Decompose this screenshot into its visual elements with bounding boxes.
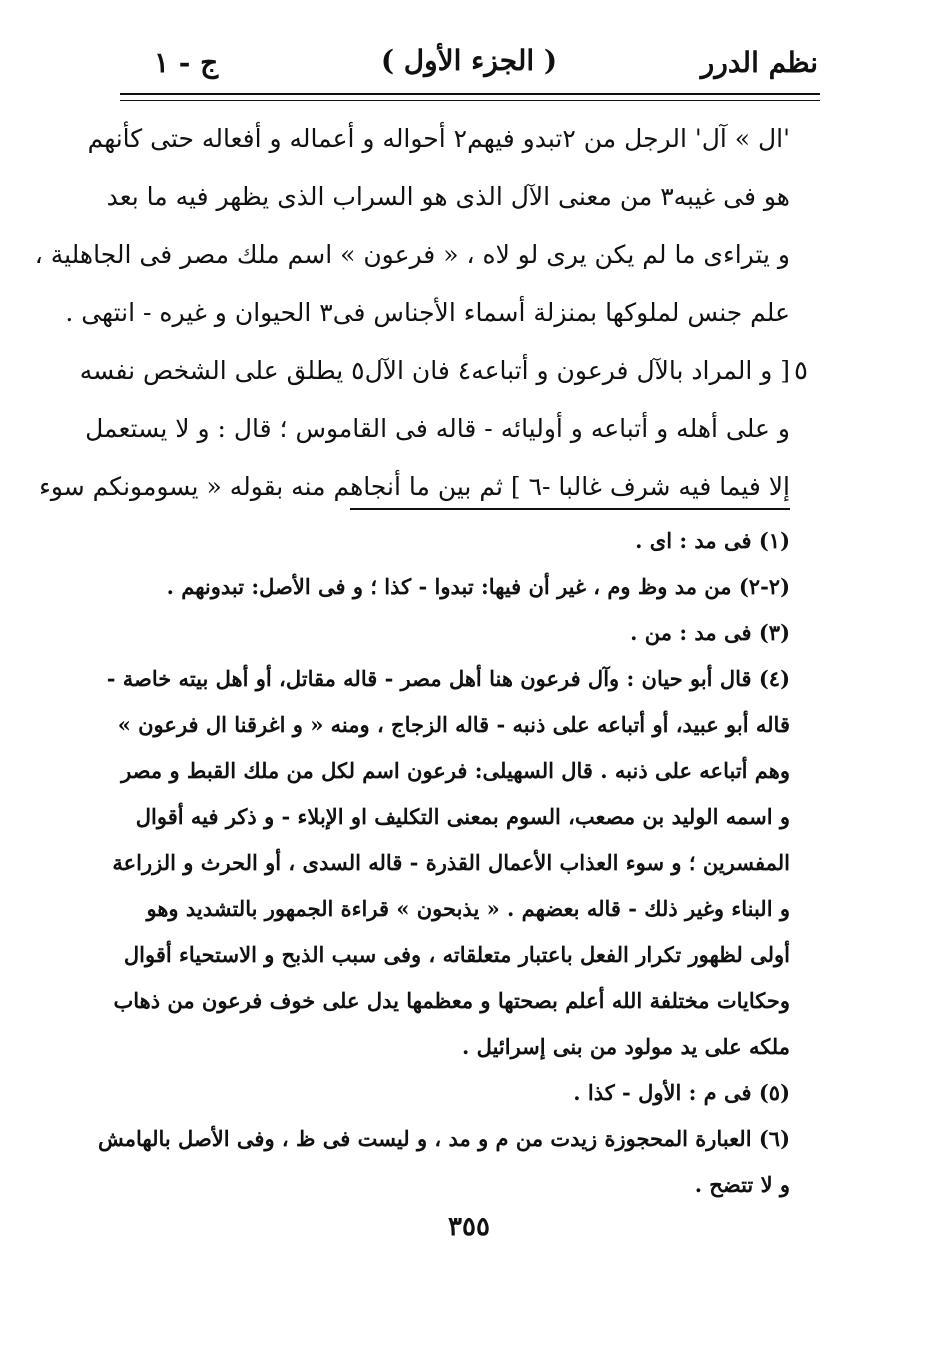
footnote-line: (١) فى مد : اى . bbox=[635, 528, 790, 553]
footnote-separator bbox=[350, 508, 790, 510]
footnote-line: أولى لظهور تكرار الفعل باعتبار متعلقاته ، وفى سبب الذبح و الاستحياء أقوال bbox=[123, 942, 790, 967]
main-text bbox=[34, 110, 808, 516]
text-line: و يتراءى ما لم يكن يرى لو لاه ، « فرعون » اسم ملك مصر فى الجاهلية ، bbox=[34, 240, 790, 269]
footnote-line: ملكه على يد مولود من بنى إسرائيل . bbox=[462, 1034, 790, 1059]
book-title: نظم الدرر bbox=[700, 46, 818, 79]
footnote-line: و لا تتضح . bbox=[694, 1172, 790, 1197]
footnote-line: و اسمه الوليد بن مصعب، السوم بمعنى التكليف او الإبلاء - و ذكر فيه أقوال bbox=[135, 804, 790, 829]
volume-code: ج - ١ bbox=[154, 46, 219, 79]
line-number-marker: ٥ bbox=[794, 356, 808, 386]
footnote-line: (٤) قال أبو حيان : وآل فرعون هنا أهل مصر - قاله مقاتل، أو أهل بيته خاصة - bbox=[106, 666, 790, 691]
footnote-line: (٢-٢) من مد وظ وم ، غير أن فيها: تبدوا - كذا ؛ و فى الأصل: تبدونهم . bbox=[166, 574, 790, 599]
page-number: ٣٥٥ bbox=[448, 1212, 490, 1242]
text-line: 'ال » آل' الرجل من ٢تبدو فيهم٢ أحواله و أعماله و أفعاله حتى كأنهم bbox=[87, 124, 790, 153]
footnote-line: وهم أتباعه على ذنبه . قال السهيلى: فرعون اسم لكل من ملك القبط و مصر bbox=[121, 758, 790, 783]
footnote-line: المفسرين ؛ و سوء العذاب الأعمال القذرة - قاله السدى ، أو الحرث و الزراعة bbox=[112, 850, 790, 875]
text-line: و على أهله و أتباعه و أوليائه - قاله فى القاموس ؛ قال : و لا يستعمل bbox=[85, 414, 790, 443]
footnote-line: (٦) العبارة المحجوزة زيدت من م و مد ، و ليست فى ظ ، وفى الأصل بالهامش bbox=[98, 1126, 790, 1151]
running-header bbox=[120, 42, 818, 90]
header-rule-thick bbox=[120, 93, 820, 95]
text-line: علم جنس لملوكها بمنزلة أسماء الأجناس فى٣ الحيوان و غيره - انتهى . bbox=[65, 298, 790, 327]
footnote-line: (٥) فى م : الأول - كذا . bbox=[573, 1080, 790, 1105]
text-line: [ و المراد بالآل فرعون و أتباعه٤ فان الآل٥ يطلق على الشخص نفسه bbox=[79, 356, 790, 385]
text-line: إلا فيما فيه شرف غالبا -٦ ] ثم بين ما أنجاهم منه بقوله « يسومونكم سوء bbox=[39, 472, 790, 501]
footnotes bbox=[98, 518, 790, 1208]
footnote-line: وحكايات مختلفة الله أعلم بصحتها و معظمها يدل على خوف فرعون من ذهاب bbox=[113, 988, 790, 1013]
volume-part: ( الجزء الأول ) bbox=[380, 44, 558, 77]
footnote-line: قاله أبو عبيد، أو أتباعه على ذنبه - قاله الزجاج ، ومنه « و اغرقنا ال فرعون » bbox=[117, 712, 790, 737]
header-rule-thin bbox=[120, 100, 820, 101]
footnote-line: (٣) فى مد : من . bbox=[630, 620, 790, 645]
text-line: هو فى غيبه٣ من معنى الآل الذى هو السراب الذى يظهر فيه ما بعد bbox=[106, 182, 790, 211]
footnote-line: و البناء وغير ذلك - قاله بعضهم . « يذبحون » قراءة الجمهور بالتشديد وهو bbox=[146, 896, 790, 921]
